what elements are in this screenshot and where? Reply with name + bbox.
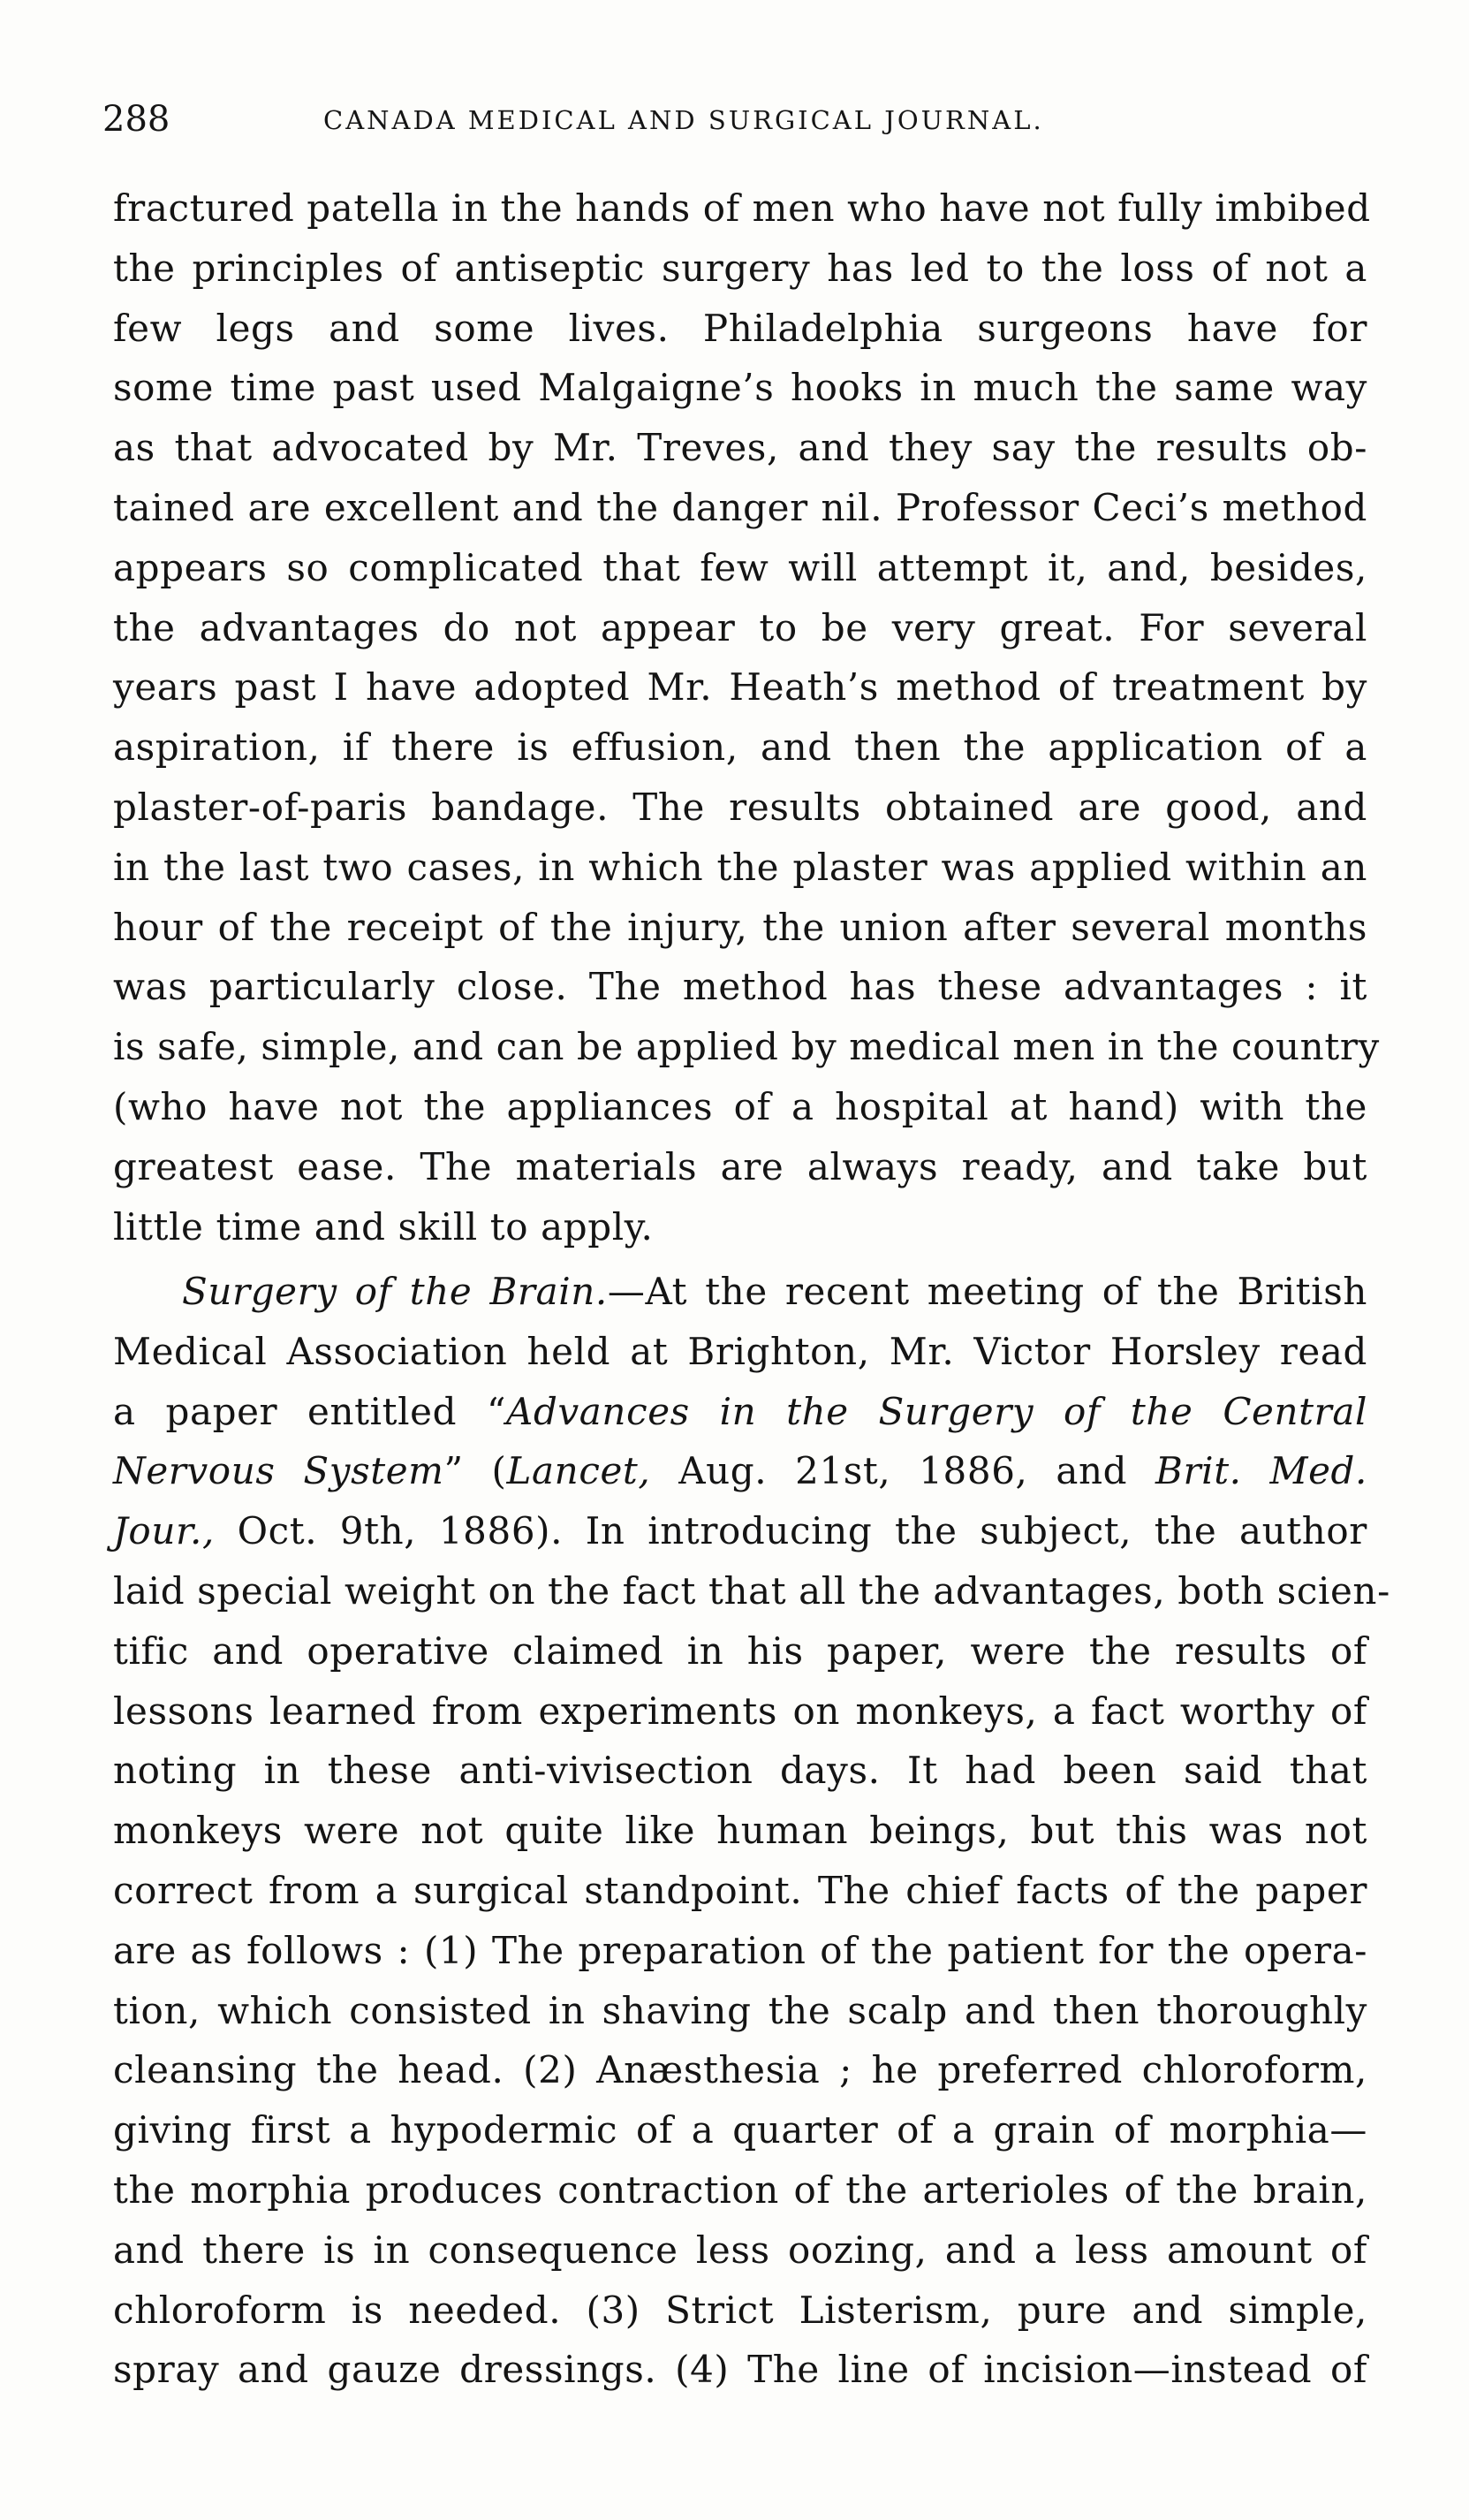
text-line: greatest ease. The materials are always ready, and take but: [113, 1144, 1367, 1188]
paper-title: Nervous System: [113, 1449, 444, 1493]
text-line: aspiration, if there is effusion, and then the application of a: [113, 725, 1367, 770]
text-line: [113, 1441, 1367, 1501]
paragraph-surgery-of-the-brain: [113, 1262, 1390, 2400]
text-line: the morphia produces contraction of the arterioles of the brain,: [113, 2167, 1367, 2212]
text-line: years past I have adopted Mr. Heath’s method of treatment by: [113, 665, 1367, 710]
text-line: the principles of antiseptic surgery has led to the loss of not a: [113, 246, 1367, 290]
text-line: laid special weight on the fact that all the advantages, both scien-: [113, 1568, 1390, 1613]
text-line: few legs and some lives. Philadelphia surgeons have for: [113, 306, 1367, 350]
text-line: the advantages do not appear to be very great. For several: [113, 605, 1367, 649]
text-line: is safe, simple, and can be applied by medical men in the country: [113, 1025, 1380, 1069]
text-line: tific and operative claimed in his paper, were the results of: [113, 1628, 1367, 1673]
text-line: some time past used Malgaigne’s hooks in much the same way: [113, 366, 1367, 410]
citation-journal: Brit. Med.: [1155, 1449, 1367, 1493]
citation-journal: Jour.,: [113, 1509, 215, 1553]
text-line: correct from a surgical standpoint. The chief facts of the paper: [113, 1868, 1367, 1912]
text-line: and there is in consequence less oozing, and a less amount of: [113, 2228, 1367, 2272]
section-heading: Surgery of the Brain.: [182, 1270, 608, 1313]
text-line: [113, 1262, 1367, 1322]
text-line: giving first a hypodermic of a quarter of a grain of morphia—: [113, 2108, 1367, 2152]
page-number: 288: [102, 99, 170, 140]
text-line: cleansing the head. (2) Anæsthesia ; he preferred chloroform,: [113, 2048, 1367, 2092]
text-line: (who have not the appliances of a hospital at hand) with the: [113, 1084, 1367, 1128]
paragraph-patella-treatment: [113, 178, 1380, 1256]
text-line: chloroform is needed. (3) Strict Listerism, pure and simple,: [113, 2288, 1367, 2332]
text-fragment: —At the recent meeting of the British: [607, 1270, 1367, 1313]
text-line: plaster-of-paris bandage. The results obtained are good, and: [113, 785, 1367, 829]
text-fragment: ” (: [443, 1449, 507, 1493]
text-line: hour of the receipt of the injury, the union after several months: [113, 905, 1367, 949]
text-line: little time and skill to apply.: [113, 1204, 654, 1249]
text-line: noting in these anti-vivisection days. It had been said that: [113, 1749, 1367, 1793]
text-line: [113, 1382, 1367, 1442]
text-line: was particularly close. The method has these advantages : it: [113, 965, 1367, 1009]
text-line: [113, 1501, 1367, 1561]
page-header: [102, 93, 1374, 146]
text-fragment: Aug. 21st, 1886, and: [650, 1449, 1156, 1493]
text-line: as that advocated by Mr. Treves, and they say the results ob-: [113, 426, 1367, 470]
text-fragment: a paper entitled “: [113, 1389, 507, 1433]
citation-journal: Lancet,: [506, 1449, 651, 1493]
text-line: lessons learned from experiments on monkeys, a fact worthy of: [113, 1689, 1367, 1733]
text-line: tained are excellent and the danger nil. Professor Ceci’s method: [113, 485, 1367, 529]
text-line: Medical Association held at Brighton, Mr. Victor Horsley read: [113, 1329, 1367, 1373]
text-line: are as follows : (1) The preparation of the patient for the opera-: [113, 1928, 1367, 1972]
text-line: in the last two cases, in which the plaster was applied within an: [113, 845, 1367, 889]
text-line: appears so complicated that few will attempt it, and, besides,: [113, 545, 1367, 589]
paper-title: Advances in the Surgery of the Central: [506, 1389, 1367, 1433]
text-line: fractured patella in the hands of men who have not fully imbibed: [113, 186, 1371, 230]
text-line: monkeys were not quite like human beings, but this was not: [113, 1809, 1367, 1853]
running-title: CANADA MEDICAL AND SURGICAL JOURNAL.: [323, 105, 1044, 135]
text-line: spray and gauze dressings. (4) The line of incision—instead of: [113, 2348, 1367, 2392]
text-line: tion, which consisted in shaving the scalp and then thoroughly: [113, 1988, 1367, 2032]
text-fragment: Oct. 9th, 1886). In introducing the subject, the author: [214, 1509, 1367, 1553]
